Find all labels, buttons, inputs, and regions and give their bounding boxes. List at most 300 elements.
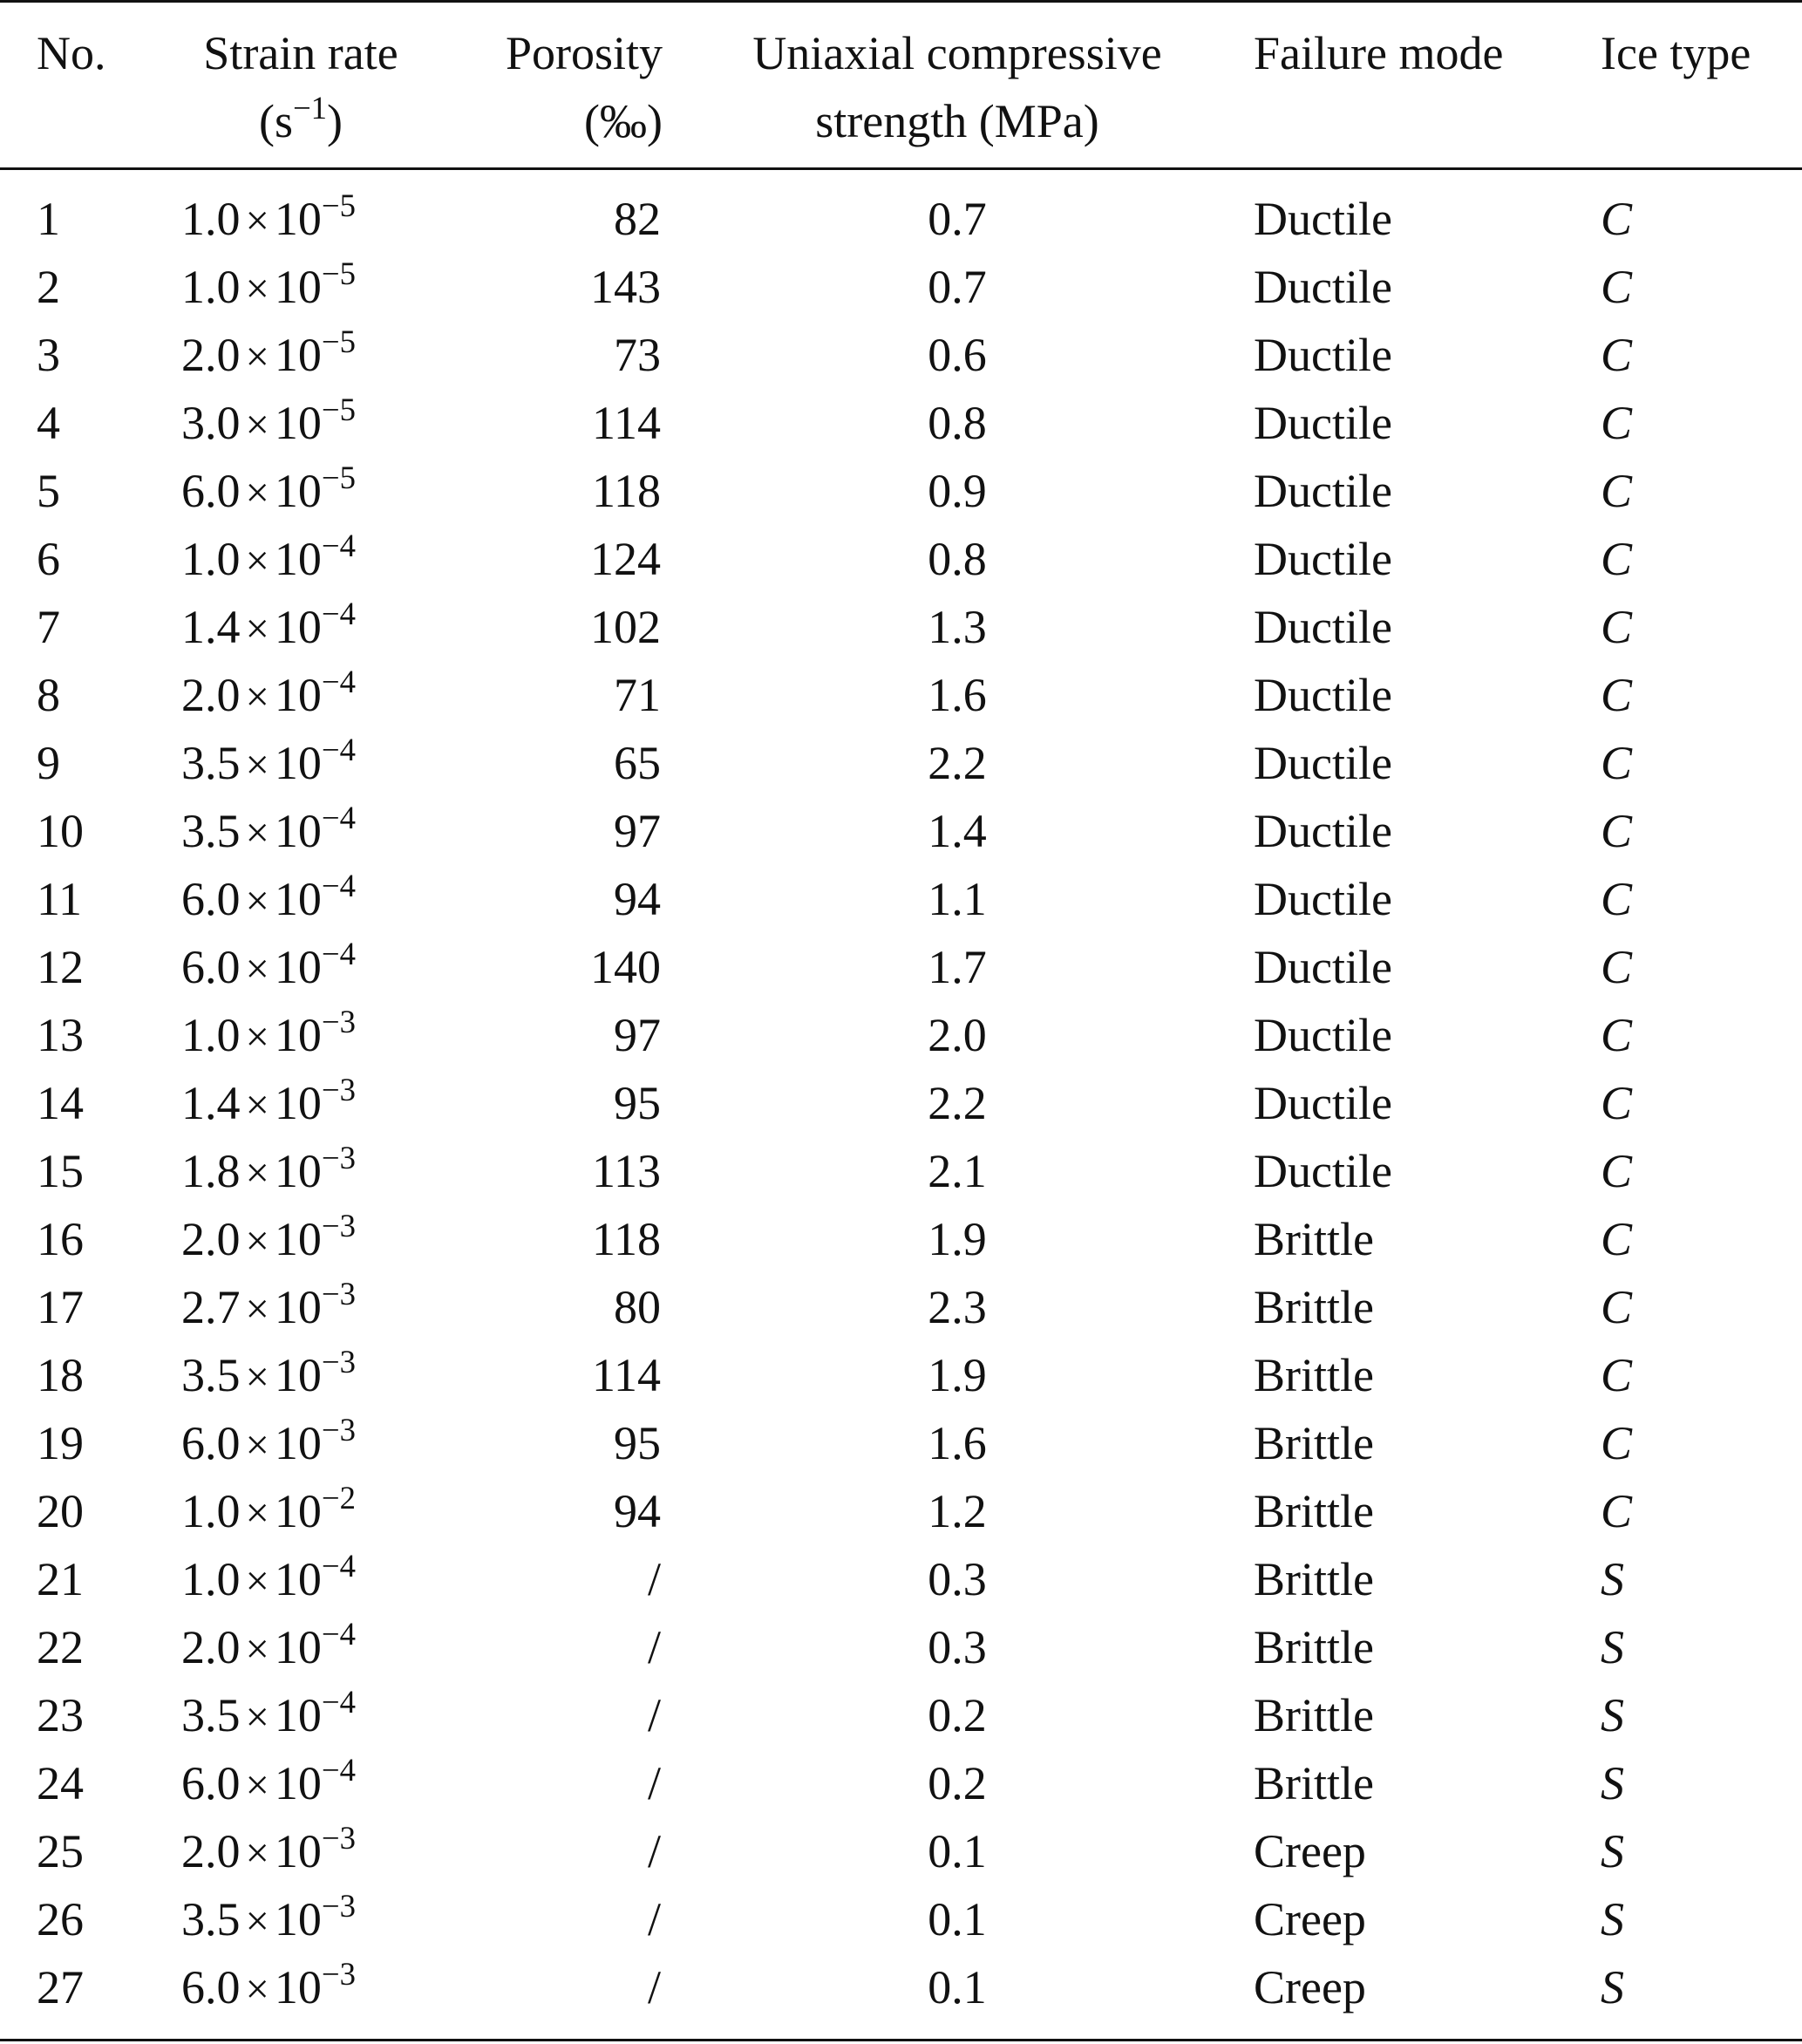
cell-ucs: 2.3 (928, 1281, 987, 1333)
cell-failure-mode: Ductile (1254, 329, 1392, 381)
strain-rate-mantissa: 2.7 (181, 1281, 241, 1333)
cell-porosity: / (647, 1553, 661, 1605)
cell-ucs: 0.7 (928, 261, 987, 313)
cell-porosity: / (647, 1961, 661, 2013)
cell-ice-type: S (1601, 1825, 1624, 1877)
cell-ucs: 0.1 (928, 1961, 987, 2013)
header-porosity-label: Porosity (505, 27, 663, 79)
cell-no: 13 (37, 1009, 84, 1061)
cell-ucs: 2.0 (928, 1009, 987, 1061)
times-symbol: × (245, 537, 269, 584)
table-row (0, 321, 1802, 389)
strain-rate-mantissa: 1.0 (181, 193, 241, 245)
cell-ucs: 1.2 (928, 1485, 987, 1537)
strain-rate-exponent: −3 (321, 1819, 356, 1856)
cell-porosity: 113 (592, 1145, 661, 1197)
cell-strain-rate (181, 457, 356, 530)
cell-porosity: / (647, 1893, 661, 1945)
cell-strain-rate (181, 797, 356, 870)
strain-rate-mantissa: 6.0 (181, 873, 241, 925)
strain-rate-base: 10 (274, 1825, 322, 1877)
cell-ucs: 0.2 (928, 1689, 987, 1741)
cell-failure-mode: Ductile (1254, 805, 1392, 857)
cell-failure-mode: Ductile (1254, 193, 1392, 245)
strain-rate-base: 10 (274, 805, 322, 857)
cell-porosity: 118 (592, 465, 661, 517)
strain-rate-base: 10 (274, 941, 322, 993)
cell-failure-mode: Creep (1254, 1825, 1366, 1877)
cell-ice-type: C (1601, 941, 1633, 993)
cell-no: 6 (37, 533, 60, 585)
table-row (0, 525, 1802, 593)
strain-rate-exponent: −3 (321, 1207, 356, 1243)
strain-rate-mantissa: 6.0 (181, 1417, 241, 1469)
times-symbol: × (245, 401, 269, 448)
strain-rate-mantissa: 6.0 (181, 465, 241, 517)
strain-rate-base: 10 (274, 329, 322, 381)
cell-no: 21 (37, 1553, 84, 1605)
strain-rate-base: 10 (274, 533, 322, 585)
strain-rate-mantissa: 2.0 (181, 329, 241, 381)
cell-failure-mode: Ductile (1254, 1145, 1392, 1197)
cell-ucs: 2.2 (928, 1077, 987, 1129)
strain-rate-base: 10 (274, 1349, 322, 1401)
header-strain-rate-unit: $(s^{-1})$ (258, 89, 343, 147)
strain-rate-mantissa: 1.4 (181, 1077, 241, 1129)
cell-ucs: 0.8 (928, 533, 987, 585)
cell-porosity: 71 (614, 669, 661, 721)
cell-strain-rate (181, 1001, 356, 1074)
cell-porosity: / (647, 1621, 661, 1673)
cell-failure-mode: Brittle (1254, 1689, 1374, 1741)
cell-ice-type: S (1601, 1621, 1624, 1673)
cell-porosity: 143 (590, 261, 661, 313)
cell-ice-type: C (1601, 1417, 1633, 1469)
cell-no: 20 (37, 1485, 84, 1537)
strain-rate-mantissa: 6.0 (181, 941, 241, 993)
cell-porosity: 118 (592, 1213, 661, 1265)
table-row (0, 933, 1802, 1001)
cell-porosity: 94 (614, 873, 661, 925)
cell-failure-mode: Brittle (1254, 1213, 1374, 1265)
strain-rate-exponent: −3 (321, 1139, 356, 1175)
strain-rate-base: 10 (274, 873, 322, 925)
cell-failure-mode: Ductile (1254, 601, 1392, 653)
cell-strain-rate (181, 1885, 356, 1959)
strain-rate-exponent: −3 (321, 1955, 356, 1992)
cell-ucs: 1.1 (928, 873, 987, 925)
table-row (0, 1069, 1802, 1137)
cell-ucs: 1.9 (928, 1213, 987, 1265)
strain-rate-exponent: −3 (321, 1887, 356, 1924)
table-row (0, 661, 1802, 729)
cell-ice-type: C (1601, 1485, 1633, 1537)
cell-ice-type: C (1601, 737, 1633, 789)
times-symbol: × (245, 1489, 269, 1536)
cell-ice-type: S (1601, 1757, 1624, 1809)
cell-strain-rate (181, 185, 356, 258)
cell-strain-rate (181, 1069, 356, 1142)
cell-no: 4 (37, 397, 60, 449)
cell-strain-rate (181, 661, 356, 734)
times-symbol: × (245, 1353, 269, 1400)
cell-ucs: 2.2 (928, 737, 987, 789)
table-row (0, 1545, 1802, 1613)
cell-failure-mode: Ductile (1254, 397, 1392, 449)
cell-failure-mode: Brittle (1254, 1417, 1374, 1469)
strain-rate-base: 10 (274, 669, 322, 721)
cell-ice-type: C (1601, 1009, 1633, 1061)
strain-rate-exponent: −3 (321, 1275, 356, 1312)
cell-porosity: 82 (614, 193, 661, 245)
cell-ucs: 0.2 (928, 1757, 987, 1809)
strain-rate-base: 10 (274, 465, 322, 517)
strain-rate-mantissa: 3.5 (181, 805, 241, 857)
cell-ucs: 0.7 (928, 193, 987, 245)
strain-rate-base: 10 (274, 1281, 322, 1333)
times-symbol: × (245, 1829, 269, 1877)
cell-failure-mode: Creep (1254, 1893, 1366, 1945)
times-symbol: × (245, 1013, 269, 1060)
strain-rate-base: 10 (274, 1961, 322, 2013)
cell-ucs: 0.1 (928, 1893, 987, 1945)
cell-ucs: 0.9 (928, 465, 987, 517)
cell-no: 8 (37, 669, 60, 721)
cell-failure-mode: Brittle (1254, 1553, 1374, 1605)
cell-no: 10 (37, 805, 84, 857)
cell-ucs: 0.6 (928, 329, 987, 381)
strain-rate-base: 10 (274, 1893, 322, 1945)
cell-ice-type: C (1601, 1349, 1633, 1401)
table-row (0, 1273, 1802, 1341)
cell-ice-type: C (1601, 329, 1633, 381)
strain-rate-base: 10 (274, 601, 322, 653)
table-row (0, 1205, 1802, 1273)
cell-ice-type: C (1601, 193, 1633, 245)
cell-no: 17 (37, 1281, 84, 1333)
header-ucs-line1: Uniaxial compressive (752, 27, 1162, 79)
cell-no: 3 (37, 329, 60, 381)
strain-rate-mantissa: 3.5 (181, 1349, 241, 1401)
cell-ucs: 1.4 (928, 805, 987, 857)
table-row (0, 1749, 1802, 1817)
bottom-rule (0, 2039, 1802, 2041)
table-row (0, 1885, 1802, 1953)
cell-porosity: 94 (614, 1485, 661, 1537)
times-symbol: × (245, 1557, 269, 1605)
times-symbol: × (245, 877, 269, 924)
cell-failure-mode: Brittle (1254, 1281, 1374, 1333)
times-symbol: × (245, 1421, 269, 1468)
table-row (0, 1137, 1802, 1205)
cell-ice-type: C (1601, 1281, 1633, 1333)
times-symbol: × (245, 673, 269, 720)
strain-rate-exponent: −4 (321, 731, 356, 767)
cell-no: 22 (37, 1621, 84, 1673)
times-symbol: × (245, 741, 269, 788)
cell-porosity: 65 (614, 737, 661, 789)
strain-rate-exponent: −4 (321, 663, 356, 699)
cell-failure-mode: Brittle (1254, 1757, 1374, 1809)
table-row (0, 729, 1802, 797)
cell-porosity: 140 (590, 941, 661, 993)
times-symbol: × (245, 1081, 269, 1128)
strain-rate-mantissa: 6.0 (181, 1757, 241, 1809)
cell-ice-type: C (1601, 873, 1633, 925)
times-symbol: × (245, 1898, 269, 1945)
cell-failure-mode: Ductile (1254, 465, 1392, 517)
strain-rate-exponent: −4 (321, 799, 356, 835)
cell-no: 15 (37, 1145, 84, 1197)
strain-rate-base: 10 (274, 1009, 322, 1061)
cell-no: 14 (37, 1077, 84, 1129)
times-symbol: × (245, 1149, 269, 1196)
cell-strain-rate (181, 1681, 356, 1754)
strain-rate-mantissa: 2.0 (181, 1621, 241, 1673)
table-row (0, 253, 1802, 321)
strain-rate-mantissa: 3.5 (181, 737, 241, 789)
strain-rate-exponent: −5 (321, 323, 356, 359)
cell-ucs: 0.8 (928, 397, 987, 449)
strain-rate-base: 10 (274, 261, 322, 313)
strain-rate-mantissa: 1.0 (181, 1009, 241, 1061)
strain-rate-exponent: −3 (321, 1411, 356, 1448)
cell-porosity: 114 (592, 1349, 661, 1401)
times-symbol: × (245, 1217, 269, 1264)
cell-strain-rate (181, 1545, 356, 1618)
cell-no: 12 (37, 941, 84, 993)
cell-strain-rate (181, 729, 356, 802)
cell-ice-type: S (1601, 1689, 1624, 1741)
strain-rate-mantissa: 1.4 (181, 601, 241, 653)
times-symbol: × (245, 1966, 269, 2013)
cell-ucs: 2.1 (928, 1145, 987, 1197)
strain-rate-exponent: −4 (321, 595, 356, 631)
strain-rate-base: 10 (274, 1621, 322, 1673)
cell-porosity: / (647, 1757, 661, 1809)
cell-porosity: 97 (614, 805, 661, 857)
cell-no: 11 (37, 873, 82, 925)
cell-porosity: 95 (614, 1077, 661, 1129)
strain-rate-base: 10 (274, 1417, 322, 1469)
strain-rate-mantissa: 3.5 (181, 1893, 241, 1945)
table-row (0, 1409, 1802, 1477)
cell-ice-type: C (1601, 669, 1633, 721)
cell-porosity: 114 (592, 397, 661, 449)
cell-no: 18 (37, 1349, 84, 1401)
table-row (0, 865, 1802, 933)
strain-rate-mantissa: 6.0 (181, 1961, 241, 2013)
strain-rate-base: 10 (274, 1145, 322, 1197)
table-row (0, 1953, 1802, 2021)
cell-ice-type: C (1601, 805, 1633, 857)
cell-strain-rate (181, 525, 356, 598)
strain-rate-base: 10 (274, 1077, 322, 1129)
strain-rate-exponent: −4 (321, 935, 356, 971)
header-strain-rate-label: Strain rate (203, 27, 398, 79)
cell-ice-type: S (1601, 1553, 1624, 1605)
strain-rate-exponent: −4 (321, 1683, 356, 1720)
strain-rate-mantissa: 3.0 (181, 397, 241, 449)
cell-strain-rate (181, 1477, 356, 1550)
times-symbol: × (245, 265, 269, 312)
cell-no: 16 (37, 1213, 84, 1265)
cell-ucs: 1.7 (928, 941, 987, 993)
cell-strain-rate (181, 593, 356, 666)
header-ucs (731, 19, 1184, 155)
top-rule (0, 0, 1802, 3)
cell-no: 9 (37, 737, 60, 789)
cell-porosity: 73 (614, 329, 661, 381)
cell-ucs: 1.3 (928, 601, 987, 653)
cell-porosity: 80 (614, 1281, 661, 1333)
cell-failure-mode: Creep (1254, 1961, 1366, 2013)
cell-no: 5 (37, 465, 60, 517)
strain-rate-base: 10 (274, 737, 322, 789)
cell-ice-type: C (1601, 261, 1633, 313)
header-rule (0, 167, 1802, 170)
cell-failure-mode: Ductile (1254, 1077, 1392, 1129)
cell-strain-rate (181, 253, 356, 326)
cell-ice-type: C (1601, 1213, 1633, 1265)
cell-no: 1 (37, 193, 60, 245)
strain-rate-exponent: −5 (321, 459, 356, 495)
cell-strain-rate (181, 1341, 356, 1414)
cell-ice-type: C (1601, 397, 1633, 449)
strain-rate-exponent: −5 (321, 391, 356, 427)
strain-rate-exponent: −4 (321, 1547, 356, 1584)
times-symbol: × (245, 197, 269, 244)
strain-rate-exponent: −3 (321, 1071, 356, 1107)
table-row (0, 389, 1802, 457)
strain-rate-base: 10 (274, 1213, 322, 1265)
cell-ice-type: C (1601, 465, 1633, 517)
strain-rate-exponent: −4 (321, 1615, 356, 1652)
strain-rate-base: 10 (274, 397, 322, 449)
header-porosity-unit: (‰) (584, 95, 663, 147)
cell-strain-rate (181, 1817, 356, 1891)
strain-rate-mantissa: 1.8 (181, 1145, 241, 1197)
cell-porosity: / (647, 1689, 661, 1741)
strain-rate-mantissa: 2.0 (181, 669, 241, 721)
cell-strain-rate (181, 1749, 356, 1823)
strain-rate-mantissa: 1.0 (181, 533, 241, 585)
times-symbol: × (245, 809, 269, 856)
cell-failure-mode: Ductile (1254, 669, 1392, 721)
cell-ice-type: S (1601, 1961, 1624, 2013)
cell-ucs: 0.3 (928, 1621, 987, 1673)
cell-no: 7 (37, 601, 60, 653)
cell-failure-mode: Ductile (1254, 533, 1392, 585)
strain-rate-base: 10 (274, 1757, 322, 1809)
times-symbol: × (245, 1761, 269, 1809)
table-row (0, 1817, 1802, 1885)
cell-no: 25 (37, 1825, 84, 1877)
cell-strain-rate (181, 1409, 356, 1482)
table-row (0, 1341, 1802, 1409)
table-row (0, 1001, 1802, 1069)
cell-ucs: 1.6 (928, 669, 987, 721)
header-ucs-line2: strength (MPa) (815, 95, 1099, 147)
cell-ucs: 1.9 (928, 1349, 987, 1401)
strain-rate-exponent: −5 (321, 255, 356, 291)
cell-strain-rate (181, 1613, 356, 1686)
strain-rate-exponent: −2 (321, 1479, 356, 1516)
table-row (0, 593, 1802, 661)
strain-rate-exponent: −4 (321, 527, 356, 563)
cell-ucs: 0.1 (928, 1825, 987, 1877)
cell-porosity: 102 (590, 601, 661, 653)
strain-rate-exponent: −3 (321, 1003, 356, 1039)
strain-rate-mantissa: 3.5 (181, 1689, 241, 1741)
strain-rate-exponent: −4 (321, 867, 356, 903)
header-no: No. (37, 27, 106, 79)
times-symbol: × (245, 1625, 269, 1673)
table-row (0, 1681, 1802, 1749)
cell-porosity: / (647, 1825, 661, 1877)
cell-porosity: 124 (590, 533, 661, 585)
cell-no: 19 (37, 1417, 84, 1469)
cell-failure-mode: Brittle (1254, 1349, 1374, 1401)
header-porosity (479, 19, 663, 155)
cell-porosity: 95 (614, 1417, 661, 1469)
header-failure-mode: Failure mode (1254, 27, 1504, 79)
cell-ucs: 0.3 (928, 1553, 987, 1605)
cell-ice-type: C (1601, 533, 1633, 585)
cell-failure-mode: Ductile (1254, 261, 1392, 313)
header-strain-rate (192, 19, 410, 160)
times-symbol: × (245, 1693, 269, 1741)
strain-rate-mantissa: 1.0 (181, 261, 241, 313)
strain-rate-exponent: −4 (321, 1751, 356, 1788)
times-symbol: × (245, 469, 269, 516)
cell-strain-rate (181, 1205, 356, 1278)
cell-no: 2 (37, 261, 60, 313)
cell-failure-mode: Brittle (1254, 1485, 1374, 1537)
cell-strain-rate (181, 933, 356, 1006)
strain-rate-mantissa: 2.0 (181, 1213, 241, 1265)
cell-failure-mode: Ductile (1254, 941, 1392, 993)
cell-no: 26 (37, 1893, 84, 1945)
cell-strain-rate (181, 1953, 356, 2027)
table-row (0, 185, 1802, 253)
strain-rate-exponent: −5 (321, 187, 356, 223)
cell-failure-mode: Ductile (1254, 737, 1392, 789)
table-row (0, 1477, 1802, 1545)
cell-ice-type: C (1601, 1145, 1633, 1197)
strain-rate-base: 10 (274, 1553, 322, 1605)
cell-strain-rate (181, 389, 356, 462)
strain-rate-mantissa: 1.0 (181, 1553, 241, 1605)
times-symbol: × (245, 333, 269, 380)
strain-rate-base: 10 (274, 193, 322, 245)
cell-no: 24 (37, 1757, 84, 1809)
cell-strain-rate (181, 1273, 356, 1346)
times-symbol: × (245, 605, 269, 652)
cell-strain-rate (181, 321, 356, 394)
strain-rate-base: 10 (274, 1689, 322, 1741)
cell-ice-type: C (1601, 601, 1633, 653)
cell-ucs: 1.6 (928, 1417, 987, 1469)
strain-rate-exponent: −3 (321, 1343, 356, 1380)
cell-no: 27 (37, 1961, 84, 2013)
table-row (0, 1613, 1802, 1681)
table-row (0, 797, 1802, 865)
cell-failure-mode: Ductile (1254, 1009, 1392, 1061)
table-row (0, 457, 1802, 525)
header-ice-type: Ice type (1601, 27, 1751, 79)
cell-ice-type: C (1601, 1077, 1633, 1129)
